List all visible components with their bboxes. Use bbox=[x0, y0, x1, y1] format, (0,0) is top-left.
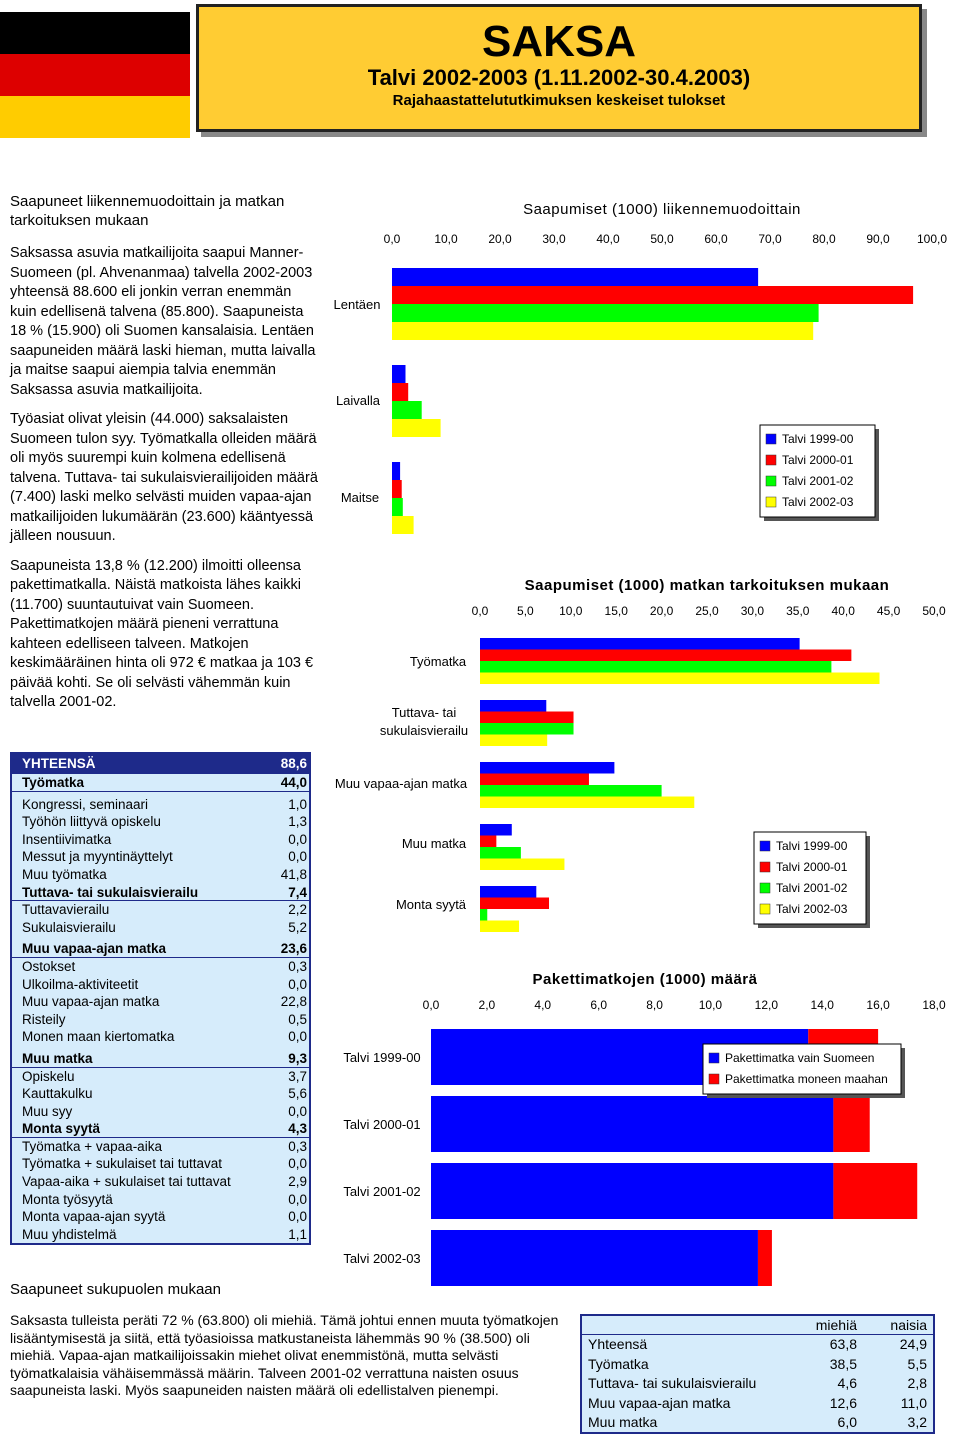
summary-value: 0,0 bbox=[288, 1156, 307, 1172]
tick-label: 15,0 bbox=[604, 604, 628, 618]
legend-label: Pakettimatka moneen maahan bbox=[725, 1072, 888, 1086]
summary-value: 1,0 bbox=[288, 796, 307, 812]
bar bbox=[392, 401, 422, 419]
tick-label: 10,0 bbox=[434, 232, 458, 246]
summary-value: 88,6 bbox=[280, 756, 307, 771]
summary-value: 5,2 bbox=[288, 919, 307, 935]
bar bbox=[480, 921, 519, 933]
summary-label: Tuttava- tai sukulaisvierailu bbox=[22, 884, 199, 900]
legend-swatch bbox=[709, 1053, 719, 1063]
bar bbox=[480, 762, 614, 774]
category-label: sukulaisvierailu bbox=[379, 723, 469, 738]
stacked-bar bbox=[833, 1163, 917, 1219]
summary-label: Ostokset bbox=[22, 958, 76, 974]
subtitle: Rajahaastattelututkimuksen keskeiset tulokset bbox=[392, 92, 726, 109]
tick-label: 70,0 bbox=[758, 232, 782, 246]
period-title: Talvi 2002-2003 (1.11.2002-30.4.2003) bbox=[367, 65, 751, 90]
tick-label: 80,0 bbox=[812, 232, 836, 246]
category-label: Työmatka bbox=[409, 654, 467, 669]
bar bbox=[392, 286, 913, 304]
summary-value: 0,0 bbox=[288, 976, 307, 992]
paragraph-package: Saapuneista 13,8 % (12.200) ilmoitti olleensa pakettimatkalla. Näistä matkoista lähes kaikki (11.700) suuntautuivat vain Suomeen. Pakettimatkojen määrä pieneni verrattuna kahteen edelliseen talveen. Matkojen keskimääräinen hinta oli 972 € matkaa ja 103 € päivää kohti. Se oli selvästi vähemmän kuin talvella 2001-02. bbox=[10, 557, 314, 710]
tick-label: 18,0 bbox=[922, 998, 946, 1012]
paragraph-purpose: Työasiat olivat yleisin (44.000) saksalaisten Suomeen tulon syy. Työmatkalla olleiden määrä oli myös suurempi kuin kolmena edellisenä talvena. Tuttava- tai sukulaisvierailijoiden määrä (7.400) laski melko selvästi muiden vapaa-ajan matkailijoiden lukumäärän (23.600) kääntyessä jälleen nousuun. bbox=[10, 411, 318, 544]
bar bbox=[480, 836, 496, 848]
summary-value: 22,8 bbox=[280, 994, 307, 1010]
tick-label: 2,0 bbox=[478, 998, 496, 1012]
gender-row-label: Muu matka bbox=[588, 1413, 658, 1430]
bar bbox=[480, 859, 564, 871]
tick-label: 14,0 bbox=[810, 998, 834, 1012]
summary-label: Muu yhdistelmä bbox=[22, 1226, 117, 1242]
stacked-bar bbox=[431, 1096, 833, 1152]
gender-cell: 24,9 bbox=[899, 1336, 927, 1353]
category-label: Lentäen bbox=[333, 297, 381, 312]
bar bbox=[480, 909, 487, 921]
legend-swatch bbox=[760, 841, 770, 851]
summary-value: 41,8 bbox=[280, 866, 307, 882]
tick-label: 90,0 bbox=[866, 232, 890, 246]
stacked-bar bbox=[431, 1163, 833, 1219]
gender-cell: 3,2 bbox=[907, 1413, 927, 1430]
stacked-bar bbox=[833, 1096, 869, 1152]
category-label: Talvi 1999-00 bbox=[343, 1050, 421, 1065]
summary-value: 0,0 bbox=[288, 1103, 307, 1119]
summary-value: 0,3 bbox=[288, 958, 307, 974]
bar bbox=[480, 735, 547, 747]
gender-row-label: Työmatka bbox=[588, 1355, 649, 1372]
bar bbox=[480, 774, 589, 786]
tick-label: 25,0 bbox=[695, 604, 719, 618]
gender-heading: Saapuneet sukupuolen mukaan bbox=[10, 1281, 221, 1298]
bar bbox=[392, 462, 400, 480]
chart-title: Saapumiset (1000) liikennemuodoittain bbox=[523, 201, 801, 218]
chart-title: Pakettimatkojen (1000) määrä bbox=[532, 971, 758, 988]
tick-label: 30,0 bbox=[542, 232, 566, 246]
tick-label: 0,0 bbox=[383, 232, 401, 246]
summary-label: Risteily bbox=[22, 1011, 66, 1027]
tick-label: 8,0 bbox=[646, 998, 663, 1012]
legend-swatch bbox=[766, 455, 776, 465]
summary-label: Muu työmatka bbox=[22, 866, 107, 882]
summary-label: Kauttakulku bbox=[22, 1086, 93, 1102]
bar bbox=[392, 322, 813, 340]
legend-label: Talvi 2000-01 bbox=[776, 860, 848, 874]
summary-label: Monen maan kiertomatka bbox=[22, 1029, 175, 1045]
summary-value: 1,1 bbox=[288, 1226, 307, 1242]
summary-value: 9,3 bbox=[288, 1050, 307, 1066]
summary-value: 0,3 bbox=[288, 1138, 307, 1154]
bar bbox=[392, 419, 441, 437]
legend-swatch bbox=[709, 1074, 719, 1084]
category-label: Muu matka bbox=[401, 836, 467, 851]
summary-label: YHTEENSÄ bbox=[22, 756, 96, 771]
gender-cell: 38,5 bbox=[829, 1355, 857, 1372]
legend-label: Talvi 1999-00 bbox=[782, 432, 854, 446]
bar bbox=[480, 700, 546, 712]
summary-label: Työmatka + sukulaiset tai tuttavat bbox=[22, 1156, 222, 1172]
legend-swatch bbox=[760, 883, 770, 893]
gender-text: Saksasta tulleista peräti 72 % (63.800) oli miehiä. Tämä johtui ennen muuta työmatkojen lisääntymisestä ja siitä, että työasioissa matkustaneista lähemmäs 90 % (38.500) oli miehiä. Vapaa-ajan matkailijoissakin miehet olivat enemmistönä, mutta selvästi työmatkalaisia vähäisemmässä määrin. Talveen 2001-02 verrattuna naisten osuus saapuneista laski. Myös saapuneiden naisten määrä oli edellistalven pienempi. bbox=[10, 1312, 559, 1399]
bar bbox=[392, 365, 406, 383]
summary-label: Työmatka + vapaa-aika bbox=[22, 1138, 162, 1154]
category-label: Talvi 2000-01 bbox=[343, 1117, 421, 1132]
tick-label: 0,0 bbox=[422, 998, 440, 1012]
summary-label: Messut ja myyntinäyttelyt bbox=[22, 849, 173, 865]
summary-value: 0,0 bbox=[288, 831, 307, 847]
summary-label: Monta vapaa-ajan syytä bbox=[22, 1209, 166, 1225]
summary-label: Monta työsyytä bbox=[22, 1191, 113, 1207]
summary-value: 2,9 bbox=[288, 1174, 307, 1190]
legend-label: Talvi 2002-03 bbox=[782, 495, 854, 509]
bar bbox=[480, 847, 521, 859]
paragraph-arrivals: Saksassa asuvia matkailijoita saapui Manner-Suomeen (pl. Ahvenanmaa) talvella 2002-2003 yhteensä 88.600 eli jonkin verran enemmän kuin edellisenä talvena (85.800). Saapuneista 18 % (15.900) oli Suomen kansalaisia. Lentäen saapuneiden määrä laski hieman, mutta laivalla ja maitse saapui aiempia talvia enemmän Saksassa asuvia matkailijoita. bbox=[10, 245, 316, 398]
gender-cell: 6,0 bbox=[837, 1413, 857, 1430]
summary-label: Muu vapaa-ajan matka bbox=[22, 941, 167, 957]
chart-title: Saapumiset (1000) matkan tarkoituksen mukaan bbox=[524, 577, 890, 594]
summary-label: Työmatka bbox=[22, 775, 85, 790]
summary-value: 7,4 bbox=[288, 884, 307, 900]
tick-label: 50,0 bbox=[922, 604, 946, 618]
summary-label: Kongressi, seminaari bbox=[22, 796, 149, 812]
tick-label: 40,0 bbox=[831, 604, 855, 618]
summary-label: Muu syy bbox=[22, 1103, 73, 1119]
summary-value: 3,7 bbox=[288, 1068, 307, 1084]
gender-cell: 4,6 bbox=[837, 1375, 857, 1392]
tick-label: 20,0 bbox=[488, 232, 512, 246]
gender-cell: 11,0 bbox=[900, 1394, 927, 1411]
summary-label: Muu vapaa-ajan matka bbox=[22, 994, 160, 1010]
section-heading: Saapuneet liikennemuodoittain ja matkan tarkoituksen mukaan bbox=[10, 193, 285, 229]
bar bbox=[392, 268, 758, 286]
tick-label: 20,0 bbox=[649, 604, 674, 618]
tick-label: 100,0 bbox=[916, 232, 948, 246]
legend-label: Talvi 1999-00 bbox=[776, 839, 848, 853]
gender-row-label: Muu vapaa-ajan matka bbox=[588, 1394, 731, 1411]
category-label: Talvi 2002-03 bbox=[343, 1251, 421, 1266]
category-label: Tuttava- tai bbox=[391, 705, 457, 720]
summary-value: 0,0 bbox=[288, 1029, 307, 1045]
category-label: Muu vapaa-ajan matka bbox=[334, 776, 468, 791]
gender-cell: 2,8 bbox=[907, 1375, 927, 1392]
bar bbox=[480, 723, 574, 735]
gender-cell: 63,8 bbox=[829, 1336, 857, 1353]
bar bbox=[480, 898, 549, 910]
legend-label: Talvi 2001-02 bbox=[776, 881, 848, 895]
gender-cell: naisia bbox=[890, 1317, 927, 1333]
tick-label: 4,0 bbox=[534, 998, 552, 1012]
bar bbox=[480, 824, 512, 836]
legend-label: Talvi 2002-03 bbox=[776, 902, 848, 916]
tick-label: 0,0 bbox=[471, 604, 489, 618]
legend-swatch bbox=[766, 497, 776, 507]
summary-value: 23,6 bbox=[280, 941, 307, 957]
summary-value: 4,3 bbox=[288, 1121, 307, 1137]
tick-label: 10,0 bbox=[698, 998, 723, 1012]
summary-value: 0,0 bbox=[288, 1191, 307, 1207]
gender-cell: 12,6 bbox=[829, 1394, 857, 1411]
summary-value: 1,3 bbox=[288, 814, 307, 830]
bar bbox=[480, 886, 536, 898]
legend-label: Talvi 2001-02 bbox=[782, 474, 854, 488]
summary-label: Insentiivimatka bbox=[22, 831, 112, 847]
summary-label: Ulkoilma-aktiviteetit bbox=[22, 976, 139, 992]
summary-value: 0,5 bbox=[288, 1011, 307, 1027]
tick-label: 30,0 bbox=[740, 604, 765, 618]
summary-value: 2,2 bbox=[288, 902, 307, 918]
summary-value: 5,6 bbox=[288, 1086, 307, 1102]
tick-label: 40,0 bbox=[596, 232, 620, 246]
bar bbox=[392, 480, 402, 498]
summary-label: Opiskelu bbox=[22, 1068, 75, 1084]
category-label: Maitse bbox=[340, 490, 380, 505]
summary-label: Työhön liittyvä opiskelu bbox=[22, 814, 161, 830]
page-title: SAKSA bbox=[481, 17, 637, 66]
gender-row-label: Yhteensä bbox=[588, 1336, 648, 1353]
stacked-bar bbox=[758, 1230, 772, 1286]
bar bbox=[480, 797, 694, 809]
bar bbox=[480, 712, 574, 724]
legend-swatch bbox=[760, 862, 770, 872]
gender-cell: miehiä bbox=[815, 1317, 857, 1333]
summary-label: Sukulaisvierailu bbox=[22, 919, 116, 935]
category-label: Laivalla bbox=[335, 393, 381, 408]
summary-label: Monta syytä bbox=[22, 1121, 101, 1137]
summary-value: 0,0 bbox=[288, 1209, 307, 1225]
tick-label: 6,0 bbox=[590, 998, 608, 1012]
legend-label: Pakettimatka vain Suomeen bbox=[725, 1051, 875, 1065]
tick-label: 50,0 bbox=[650, 232, 674, 246]
bar bbox=[480, 673, 880, 685]
legend-swatch bbox=[766, 476, 776, 486]
legend-swatch bbox=[766, 434, 776, 444]
tick-label: 16,0 bbox=[866, 998, 890, 1012]
tick-label: 45,0 bbox=[876, 604, 901, 618]
summary-value: 0,0 bbox=[288, 849, 307, 865]
tick-label: 12,0 bbox=[754, 998, 779, 1012]
tick-label: 35,0 bbox=[786, 604, 810, 618]
bar bbox=[480, 785, 662, 797]
tick-label: 5,0 bbox=[517, 604, 534, 618]
tick-label: 60,0 bbox=[704, 232, 728, 246]
summary-label: Muu matka bbox=[22, 1050, 93, 1066]
bar bbox=[392, 304, 819, 322]
summary-label: Tuttavavierailu bbox=[22, 902, 110, 918]
bar bbox=[480, 638, 800, 650]
tick-label: 10,0 bbox=[559, 604, 583, 618]
gender-row-label: Tuttava- tai sukulaisvierailu bbox=[588, 1375, 757, 1392]
bar bbox=[392, 498, 403, 516]
bar bbox=[392, 383, 408, 401]
category-label: Monta syytä bbox=[395, 897, 467, 912]
category-label: Talvi 2001-02 bbox=[343, 1184, 421, 1199]
gender-cell: 5,5 bbox=[907, 1355, 927, 1372]
summary-value: 44,0 bbox=[280, 775, 307, 790]
bar bbox=[480, 650, 851, 662]
bar bbox=[480, 661, 831, 673]
bar bbox=[392, 516, 414, 534]
legend-label: Talvi 2000-01 bbox=[782, 453, 854, 467]
legend-swatch bbox=[760, 904, 770, 914]
stacked-bar bbox=[431, 1230, 758, 1286]
summary-label: Vapaa-aika + sukulaiset tai tuttavat bbox=[22, 1174, 231, 1190]
